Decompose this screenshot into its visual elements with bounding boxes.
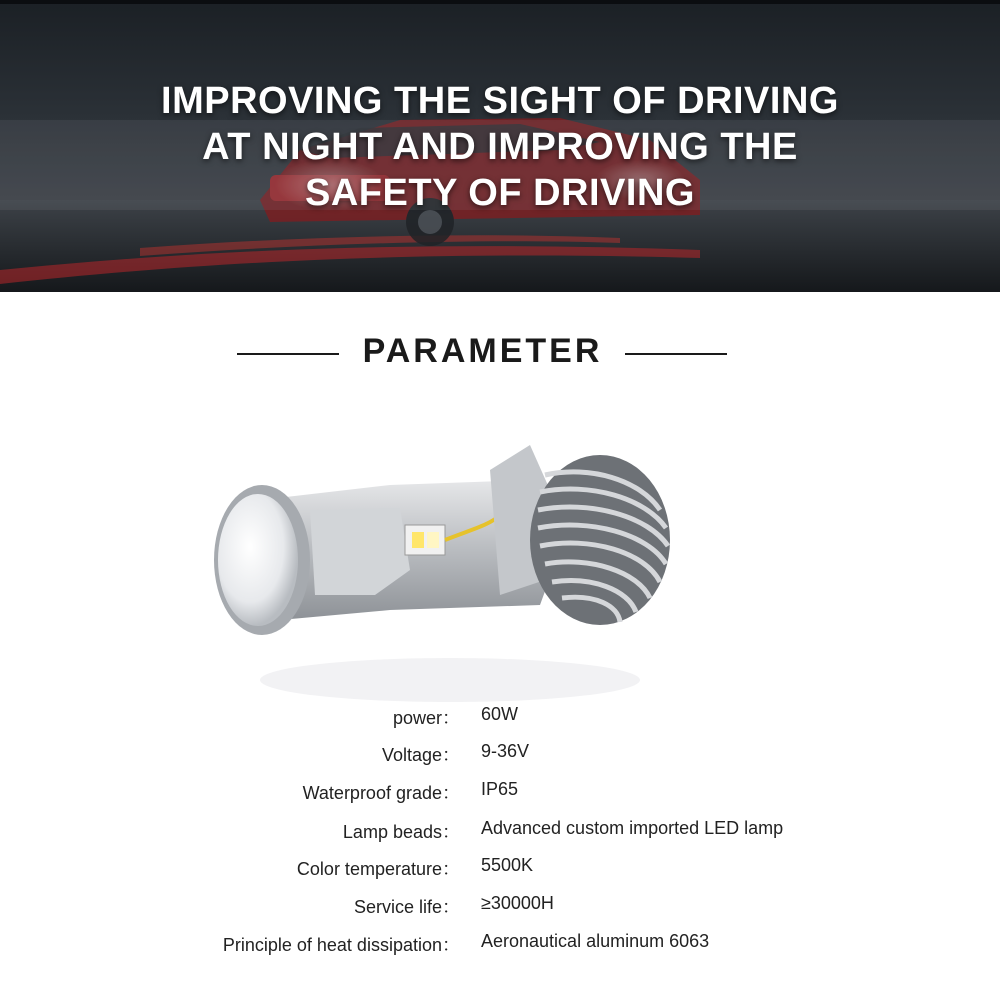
spec-key: Principle of heat dissipation： — [222, 935, 460, 955]
spec-value: IP65 — [481, 779, 519, 799]
hero-title-line-1: IMPROVING THE SIGHT OF DRIVING — [161, 80, 839, 122]
spec-value: ≥30000H — [481, 893, 554, 913]
spec-value: Advanced custom imported LED lamp — [481, 818, 784, 838]
spec-key: power： — [392, 708, 460, 728]
spec-value: 9-36V — [481, 741, 530, 761]
spec-row-heat-dissipation — [0, 931, 1000, 959]
parameter-heading-text: PARAMETER — [362, 332, 603, 370]
parameter-section-heading — [0, 328, 1000, 380]
hero-title-line-2: AT NIGHT AND IMPROVING THE — [202, 126, 798, 168]
spec-key: Waterproof grade： — [302, 783, 460, 803]
spec-value: Aeronautical aluminum 6063 — [481, 931, 710, 951]
spec-key: Lamp beads： — [342, 822, 460, 842]
hero-banner — [0, 0, 1000, 292]
heading-rule-right — [625, 353, 727, 355]
spec-key: Service life： — [353, 897, 460, 917]
hero-title — [80, 78, 920, 216]
spec-value: 5500K — [481, 855, 534, 875]
spec-row-lamp-beads — [0, 818, 1000, 846]
led-projector-bulb-image — [200, 430, 700, 710]
spec-row-power — [0, 704, 1000, 732]
spec-row-voltage — [0, 741, 1000, 769]
spec-key: Voltage： — [381, 745, 460, 765]
spec-row-waterproof — [0, 779, 1000, 807]
heading-rule-left — [237, 353, 339, 355]
spec-row-color-temperature — [0, 855, 1000, 883]
hero-title-line-3: SAFETY OF DRIVING — [305, 172, 695, 214]
spec-key: Color temperature： — [296, 859, 460, 879]
spec-value: 60W — [481, 704, 519, 724]
spec-row-service-life — [0, 893, 1000, 921]
